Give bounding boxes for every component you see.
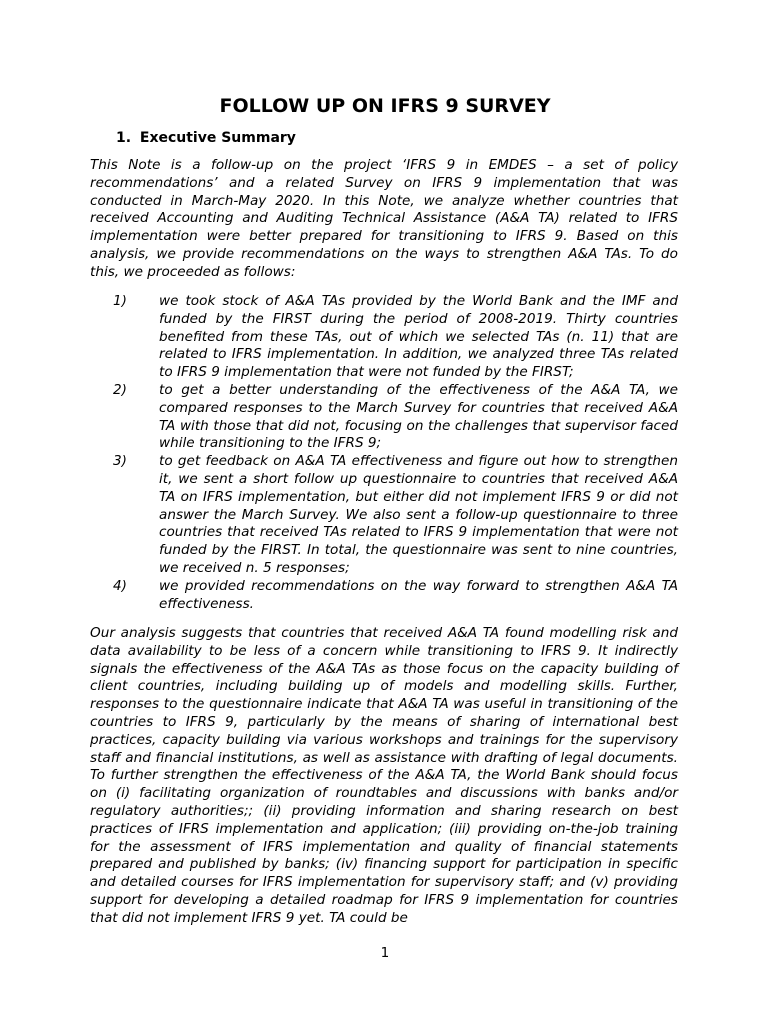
list-marker: 4): [113, 577, 127, 594]
section-heading: [116, 129, 296, 147]
page-number: 1: [380, 945, 390, 961]
list-marker: 1): [113, 293, 127, 309]
list-item: [90, 578, 678, 614]
section-number: 1.: [116, 130, 132, 146]
list-item-text: we provided recommendations on the way forward to strengthen A&A TA effectiveness.: [159, 577, 678, 612]
list-item: [90, 382, 678, 453]
list-item: [90, 293, 678, 382]
steps-list: [90, 293, 678, 613]
list-marker: 2): [113, 381, 127, 398]
intro-paragraph: This Note is a follow-up on the project ‘IFRS 9 in EMDES – a set of policy recommendations’ and a related Survey on IFRS 9 implementation that was conducted in March-May 2020. In this Note, we analyze whether countries that received Accounting and Auditing Technical Assistance (A&A TA) related to IFRS implementation were better prepared for transitioning to IFRS 9. Based on this analysis, we provide recommendations on the ways to strengthen A&A TAs. To do this, we proceeded as follows:: [90, 157, 678, 280]
analysis-paragraph: Our analysis suggests that countries that received A&A TA found modelling risk and data availability to be less of a concern while transitioning to IFRS 9. It indirectly signals the effectiveness of the A&A TAs as those focus on the capacity building of client countries, including building up of models and modelling skills. Further, responses to the questionnaire indicate that A&A TA was useful in transitioning of the countries to IFRS 9, particularly by the means of sharing of international best practices, capacity building via various workshops and trainings for the supervisory staff and financial institutions, as well as assistance with drafting of legal documents. To further strengthen the effectiveness of the A&A TA, the World Bank should focus on (i) facilitating organization of roundtables and discussions with banks and/or regulatory authorities;; (ii) providing information and sharing research on best practices of IFRS implementation and application; (iii) providing on-the-job training for the assessment of IFRS implementation and quality of financial statements prepared and published by banks; (iv) financing support for participation in specific and detailed courses for IFRS implementation for supervisory staff; and (v) providing support for developing a detailed roadmap for IFRS 9 implementation for countries that did not implement IFRS 9 yet. TA could be: [90, 625, 678, 926]
list-item-text: we took stock of A&A TAs provided by the World Bank and the IMF and funded by the FIRST during the period of 2008-2019. Thirty countries benefited from these TAs, out of which we selected TAs (n. 11) that are related to IFRS implementation. In addition, we analyzed three TAs related to IFRS 9 implementation that were not funded by the FIRST;: [159, 293, 678, 381]
list-item-text: to get feedback on A&A TA effectiveness and figure out how to strengthen it, we sent a short follow up questionnaire to countries that received A&A TA on IFRS implementation, but either did not implement IFRS 9 or did not answer the March Survey. We also sent a follow-up questionnaire to three countries that received TAs related to IFRS 9 implementation that were not funded by the FIRST. In total, the questionnaire was sent to nine countries, we received n. 5 responses;: [159, 453, 678, 576]
list-item: [90, 453, 678, 578]
list-marker: 3): [113, 453, 127, 470]
list-item-text: to get a better understanding of the effectiveness of the A&A TA, we compared responses to the March Survey for countries that received A&A TA with those that did not, focusing on the challenges that supervisor faced while transitioning to the IFRS 9;: [159, 381, 678, 452]
section-title: Executive Summary: [139, 130, 296, 146]
document-title: FOLLOW UP ON IFRS 9 SURVEY: [219, 95, 551, 117]
